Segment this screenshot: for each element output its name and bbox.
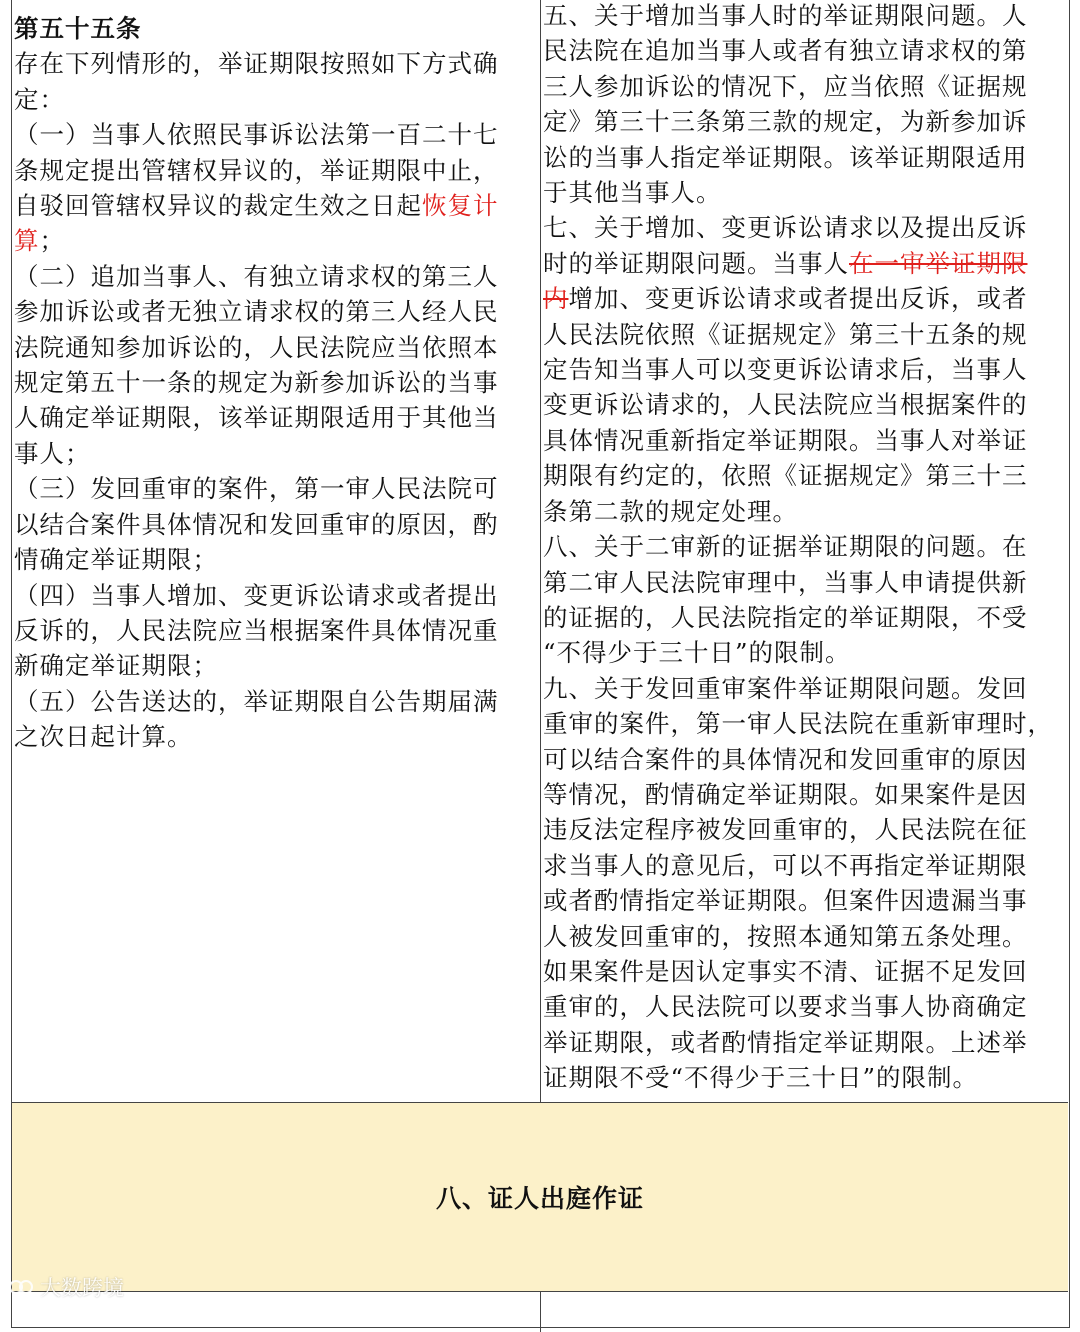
text-segment: 如果案件是因认定事实不清、证据不足发回 <box>543 956 1028 986</box>
text-line <box>543 1060 1068 1095</box>
text-segment: 恢复计 <box>422 191 499 221</box>
text-line <box>543 0 1068 33</box>
text-line <box>14 188 536 223</box>
text-segment: 重审的，人民法院可以要求当事人协商确定 <box>543 992 1028 1022</box>
text-segment: 七、关于增加、变更诉讼请求以及提出反诉 <box>543 213 1028 243</box>
text-line <box>543 246 1068 281</box>
text-line <box>543 706 1068 741</box>
text-line <box>14 648 536 683</box>
text-segment: 在一审举证期限 <box>849 248 1028 278</box>
text-segment: 自驳回管辖权异议的裁定生效之日起 <box>14 191 422 221</box>
text-segment: 重审的案件，第一审人民法院在重新审理时， <box>543 709 1053 739</box>
comparison-table <box>11 0 1070 1328</box>
text-segment: 八、关于二审新的证据举证期限的问题。在 <box>543 532 1028 562</box>
right-column-cell <box>543 0 1068 1096</box>
text-segment: 条规定提出管辖权异议的，举证期限中止， <box>14 155 499 185</box>
text-segment: 定： <box>14 84 65 114</box>
text-segment: 情确定举证期限； <box>14 545 218 575</box>
text-line <box>543 777 1068 812</box>
text-segment: 或者酌情指定举证期限。但案件因遗漏当事 <box>543 886 1028 916</box>
text-segment: 讼的当事人指定举证期限。该举证期限适用 <box>543 142 1028 172</box>
text-line <box>543 742 1068 777</box>
text-line <box>14 684 536 719</box>
watermark-logo-icon <box>8 1276 34 1298</box>
text-line <box>543 33 1068 68</box>
text-segment: 时的举证期限问题。当事人 <box>543 248 849 278</box>
text-line <box>543 494 1068 529</box>
text-segment: 定》第三十三条第三款的规定，为新参加诉 <box>543 107 1028 137</box>
text-segment: 具体情况重新指定举证期限。当事人对举证 <box>543 425 1028 455</box>
text-line <box>543 175 1068 210</box>
text-segment: （四）当事人增加、变更诉讼请求或者提出 <box>14 580 499 610</box>
text-line <box>14 719 536 754</box>
text-line <box>14 365 536 400</box>
section-header-row <box>12 1102 1068 1292</box>
text-line <box>543 1025 1068 1060</box>
text-line <box>14 400 536 435</box>
text-segment: （三）发回重审的案件，第一审人民法院可 <box>14 474 499 504</box>
text-line <box>14 542 536 577</box>
text-segment: 期限有约定的，依照《证据规定》第三十三 <box>543 461 1028 491</box>
text-line <box>543 69 1068 104</box>
text-segment: 以结合案件具体情况和发回重审的原因，酌 <box>14 509 499 539</box>
text-line <box>543 883 1068 918</box>
text-segment: 人确定举证期限，该举证期限适用于其他当 <box>14 403 499 433</box>
text-segment: （五）公告送达的，举证期限自公告期届满 <box>14 686 499 716</box>
text-segment: 证期限不受“不得少于三十日”的限制。 <box>543 1063 979 1093</box>
text-line <box>14 330 536 365</box>
text-line <box>543 317 1068 352</box>
text-line <box>14 471 536 506</box>
text-line <box>543 140 1068 175</box>
text-segment: 新确定举证期限； <box>14 651 218 681</box>
text-line <box>543 635 1068 670</box>
text-segment: 等情况，酌情确定举证期限。如果案件是因 <box>543 779 1028 809</box>
text-segment: 规定第五十一条的规定为新参加诉讼的当事 <box>14 368 499 398</box>
text-segment: 民法院在追加当事人或者有独立请求权的第 <box>543 36 1028 66</box>
watermark-text: 大数跨境 <box>40 1276 124 1300</box>
text-segment: 三人参加诉讼的情况下，应当依照《证据规 <box>543 71 1028 101</box>
text-segment: 事人； <box>14 438 91 468</box>
text-line <box>543 281 1068 316</box>
article-heading: 第五十五条 <box>14 14 142 43</box>
left-column-text <box>14 46 536 754</box>
text-segment: 的证据的，人民法院指定的举证期限，不受 <box>543 602 1028 632</box>
text-line <box>14 117 536 152</box>
column-divider-bottom <box>540 1292 541 1332</box>
left-column-cell <box>14 11 536 755</box>
text-line <box>543 954 1068 989</box>
text-segment: 举证期限，或者酌情指定举证期限。上述举 <box>543 1027 1028 1057</box>
text-segment: 算 <box>14 226 40 256</box>
text-segment: （二）追加当事人、有独立请求权的第三人 <box>14 261 499 291</box>
text-segment: ； <box>39 226 65 256</box>
text-segment: 于其他当事人。 <box>543 178 722 208</box>
text-segment: 九、关于发回重审案件举证期限问题。发回 <box>543 673 1028 703</box>
text-segment: 违反法定程序被发回重审的，人民法院在征 <box>543 815 1028 845</box>
text-segment: 法院通知参加诉讼的，人民法院应当依照本 <box>14 332 499 362</box>
text-line <box>14 294 536 329</box>
text-line <box>14 436 536 471</box>
text-line <box>14 82 536 117</box>
text-segment: 第二审人民法院审理中，当事人申请提供新 <box>543 567 1028 597</box>
text-line <box>543 104 1068 139</box>
text-line <box>14 259 536 294</box>
text-segment: 人民法院依照《证据规定》第三十五条的规 <box>543 319 1028 349</box>
text-line <box>543 423 1068 458</box>
text-line <box>543 812 1068 847</box>
text-segment: 可以结合案件的具体情况和发回重审的原因 <box>543 744 1028 774</box>
text-line <box>543 210 1068 245</box>
text-line <box>543 352 1068 387</box>
text-segment: 存在下列情形的，举证期限按照如下方式确 <box>14 49 499 79</box>
right-column-text <box>543 0 1068 1096</box>
text-segment: 变更诉讼请求的，人民法院应当根据案件的 <box>543 390 1028 420</box>
text-line <box>543 387 1068 422</box>
text-segment: 定告知当事人可以变更诉讼请求后，当事人 <box>543 355 1028 385</box>
text-line <box>543 458 1068 493</box>
column-divider <box>540 0 541 1103</box>
text-line <box>543 919 1068 954</box>
text-line <box>543 671 1068 706</box>
text-segment: 参加诉讼或者无独立请求权的第三人经人民 <box>14 297 499 327</box>
watermark <box>8 1272 124 1302</box>
text-segment: 条第二款的规定处理。 <box>543 496 798 526</box>
text-segment: 之次日起计算。 <box>14 722 193 752</box>
text-segment: （一）当事人依照民事诉讼法第一百二十七 <box>14 120 499 150</box>
text-line <box>14 46 536 81</box>
text-line <box>14 223 536 258</box>
text-line <box>543 529 1068 564</box>
text-line <box>543 848 1068 883</box>
text-line <box>14 153 536 188</box>
text-line <box>543 989 1068 1024</box>
text-line <box>14 507 536 542</box>
section-title: 八、证人出庭作证 <box>435 1184 644 1213</box>
text-segment: 增加、变更诉讼请求或者提出反诉，或者 <box>568 284 1028 314</box>
text-segment: 人被发回重审的，按照本通知第五条处理。 <box>543 921 1028 951</box>
text-line <box>543 600 1068 635</box>
text-segment: 五、关于增加当事人时的举证期限问题。人 <box>543 1 1028 30</box>
text-segment: 求当事人的意见后，可以不再指定举证期限 <box>543 850 1028 880</box>
text-line <box>543 565 1068 600</box>
text-line <box>14 578 536 613</box>
text-segment: 内 <box>543 284 569 314</box>
text-segment: 反诉的，人民法院应当根据案件具体情况重 <box>14 615 499 645</box>
text-line <box>14 613 536 648</box>
text-segment: “不得少于三十日”的限制。 <box>543 638 851 668</box>
